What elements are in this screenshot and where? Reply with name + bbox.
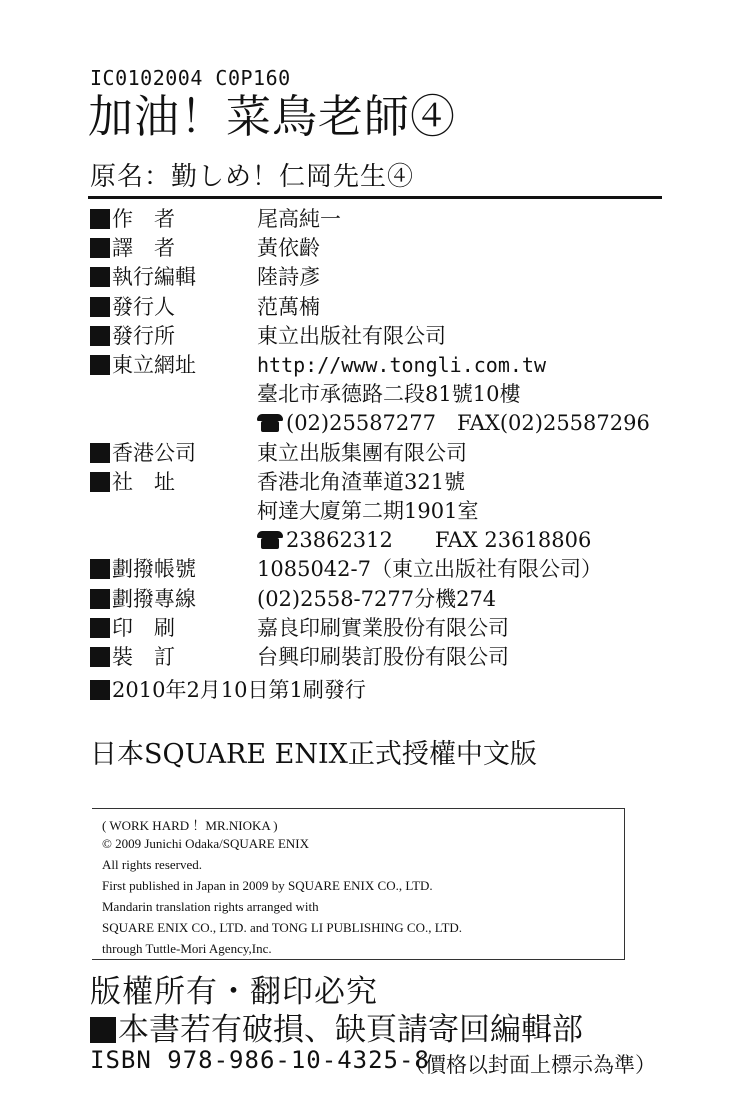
credit-value-text: 黃依齡: [257, 236, 320, 260]
credit-label: [90, 322, 255, 350]
credit-value: [257, 263, 320, 291]
credit-label: [90, 293, 255, 321]
bullet-square-icon: [90, 326, 110, 346]
credit-value: [257, 409, 650, 437]
bullet-square-icon: [90, 297, 110, 317]
credit-label: [90, 643, 255, 671]
copyright-line: All rights reserved.: [102, 857, 203, 872]
credit-label: [90, 555, 255, 583]
credit-label-text: 劃撥專線: [112, 587, 196, 611]
credit-label-text: 裝 訂: [112, 645, 175, 669]
isbn: ISBN 978-986-10-4325-8: [90, 1046, 430, 1074]
credit-label-text: 作 者: [112, 207, 175, 231]
copyright-line: SQUARE ENIX CO., LTD. and TONG LI PUBLISHING CO., LTD.: [102, 920, 463, 935]
credit-label: [90, 351, 255, 379]
bullet-square-icon: [90, 355, 110, 375]
credit-label-text: 發行人: [112, 295, 175, 319]
price-note: （價格以封面上標示為準）: [404, 1053, 656, 1077]
bullet-square-icon: [90, 1017, 116, 1043]
credit-value-text: 東立出版集團有限公司: [257, 441, 467, 465]
credit-label: [90, 263, 255, 291]
credit-value-text: 臺北市承德路二段81號10樓: [257, 382, 521, 406]
credit-label: [90, 439, 255, 467]
credit-value: [257, 351, 546, 379]
bullet-square-icon: [90, 647, 110, 667]
bullet-square-icon: [90, 618, 110, 638]
credit-value: [257, 497, 478, 525]
credit-value: [257, 585, 496, 613]
credit-value-text: 台興印刷裝訂股份有限公司: [257, 645, 509, 669]
credit-value: [257, 526, 591, 554]
copyright-line: through Tuttle-Mori Agency,Inc.: [102, 941, 272, 956]
credit-value: [257, 322, 446, 350]
credit-value: [257, 439, 467, 467]
credit-value-text: (02)25587277 FAX(02)25587296: [286, 411, 650, 435]
header-divider: [88, 196, 662, 199]
credit-value-text: (02)2558-7277分機274: [257, 587, 497, 611]
bullet-square-icon: [90, 238, 110, 258]
credit-value-text: 1085042-7（東立出版社有限公司）: [257, 557, 602, 581]
book-title: 加油！菜鳥老師④: [88, 90, 457, 143]
bullet-square-icon: [90, 680, 110, 700]
first-printing-date: 2010年2月10日第1刷發行: [112, 678, 366, 702]
credit-value-text: 范萬楠: [257, 295, 320, 319]
credit-label: [90, 205, 255, 233]
credit-value: [257, 293, 320, 321]
credit-value-text: http://www.tongli.com.tw: [257, 353, 546, 377]
credit-value-text: 尾高純一: [257, 207, 341, 231]
damage-notice-text: 本書若有破損、缺頁請寄回編輯部: [118, 1012, 583, 1048]
first-printing-line: [90, 674, 366, 704]
credit-label: [90, 585, 255, 613]
bullet-square-icon: [90, 443, 110, 463]
copyright-line: © 2009 Junichi Odaka/SQUARE ENIX: [102, 836, 310, 851]
credit-label-text: 香港公司: [112, 441, 196, 465]
credit-value: [257, 234, 320, 262]
phone-icon: [257, 531, 283, 549]
rights-notice: 版權所有・翻印必究: [90, 974, 378, 1010]
bullet-square-icon: [90, 589, 110, 609]
credit-value-text: 23862312 FAX 23618806: [286, 528, 592, 552]
copyright-line: ( WORK HARD ！MR.NIOKA ): [102, 818, 278, 833]
credit-value: [257, 643, 509, 671]
bullet-square-icon: [90, 209, 110, 229]
bullet-square-icon: [90, 559, 110, 579]
credit-label: [90, 614, 255, 642]
credit-label-text: 發行所: [112, 324, 175, 348]
official-edition-notice: 日本SQUARE ENIX正式授權中文版: [90, 739, 537, 770]
credit-value-text: 嘉良印刷實業股份有限公司: [257, 616, 509, 640]
credit-value: [257, 205, 341, 233]
damage-notice: [90, 1004, 583, 1049]
copyright-line: First published in Japan in 2009 by SQUARE ENIX CO., LTD.: [102, 878, 433, 893]
credit-label-text: 印 刷: [112, 616, 175, 640]
bullet-square-icon: [90, 267, 110, 287]
credit-label-text: 執行編輯: [112, 265, 196, 289]
credit-value-text: 陸詩彥: [257, 265, 320, 289]
credit-value: [257, 380, 520, 408]
credit-value-text: 東立出版社有限公司: [257, 324, 446, 348]
credit-label: [90, 468, 255, 496]
original-title: 原名：勤しめ！仁岡先生④: [90, 162, 415, 192]
credit-value: [257, 555, 602, 583]
credit-value: [257, 614, 509, 642]
credit-label: [90, 234, 255, 262]
credit-value: [257, 468, 465, 496]
credit-label-text: 東立網址: [112, 353, 196, 377]
credit-value-text: 柯達大廈第二期1901室: [257, 499, 479, 523]
product-code: IC0102004 C0P160: [90, 66, 291, 90]
credit-label-text: 劃撥帳號: [112, 557, 196, 581]
credit-label-text: 譯 者: [112, 236, 175, 260]
copyright-box: [92, 808, 625, 960]
phone-icon: [257, 414, 283, 432]
credit-value-text: 香港北角渣華道321號: [257, 470, 466, 494]
bullet-square-icon: [90, 472, 110, 492]
copyright-line: Mandarin translation rights arranged with: [102, 899, 319, 914]
credit-label-text: 社 址: [112, 470, 175, 494]
